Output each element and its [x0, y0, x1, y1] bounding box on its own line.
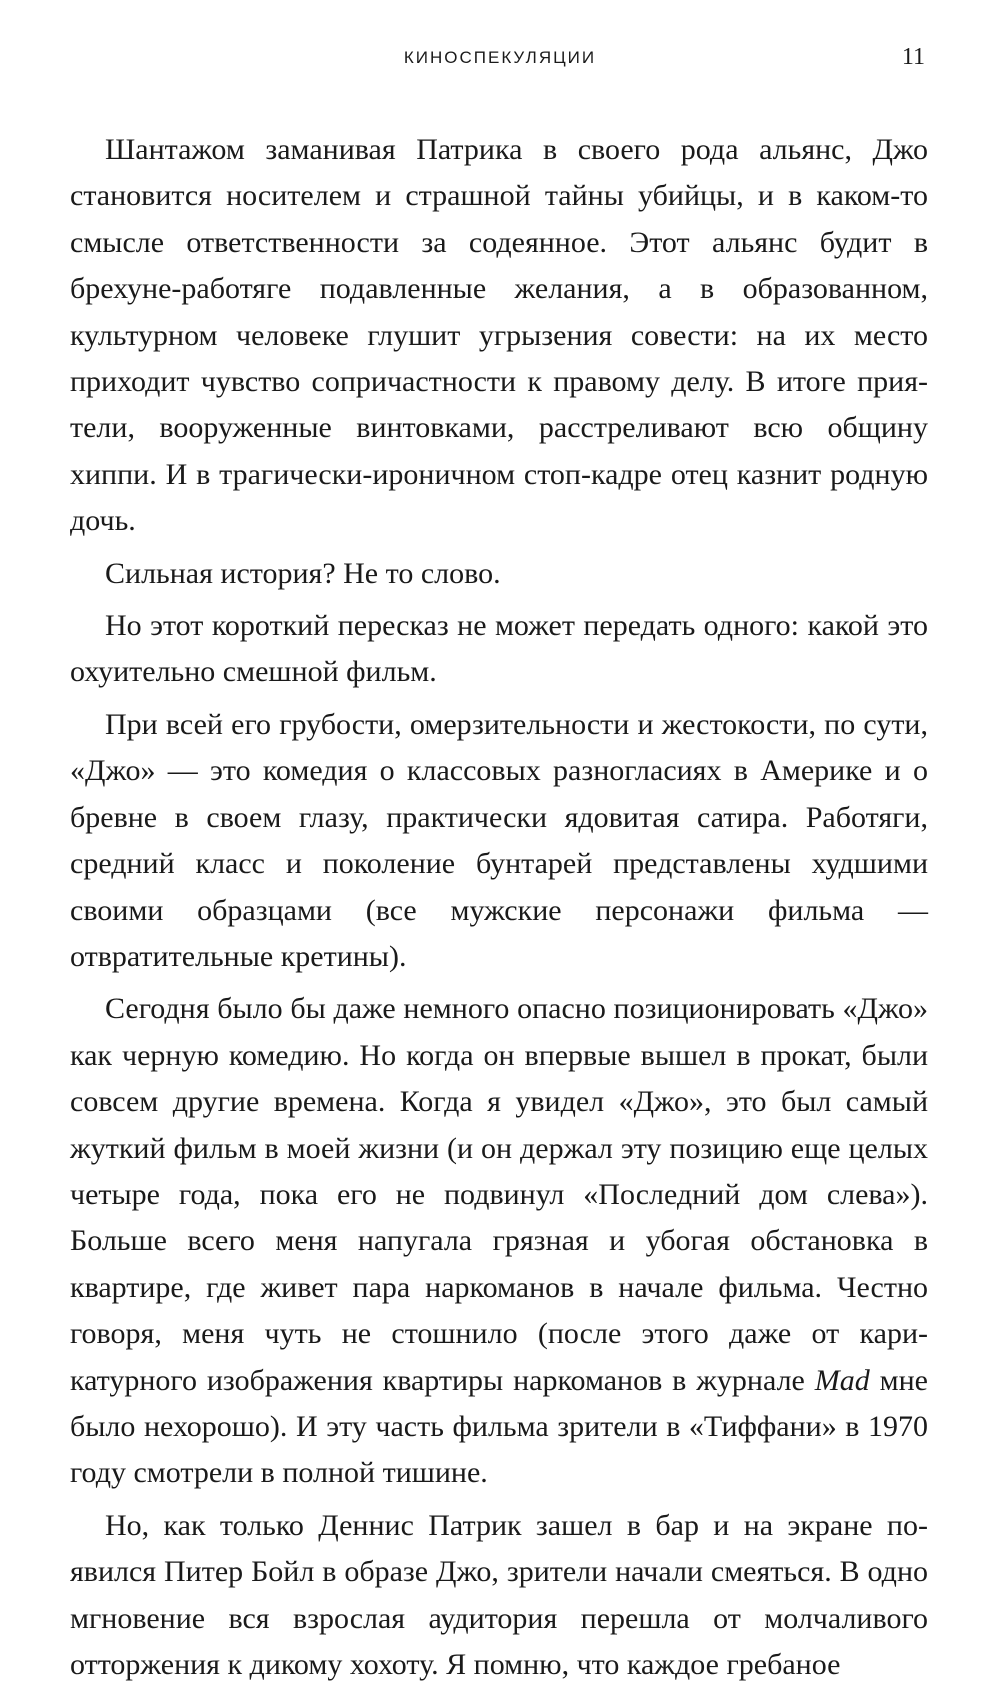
paragraph-5-text-after: мне было нехорошо). И эту часть фильма зрители в «Тиффани» в 1970 году смотрели в полной тишине. [70, 1363, 928, 1490]
body-text [70, 127, 928, 1688]
paragraph-5-text-before: Сегодня было бы даже немного опасно позиционировать «Джо» как черную комедию. Но когда он впервые вышел в прокат, были совсем другие времена. Когда я увидел «Джо», это был самый жуткий фильм в моей жизни (и он держал эту позицию еще целых четыре года, пока его не подвинул «Последний дом слева»). Больше всего меня напугала грязная и убогая обстановка в квартире, где живет пара наркоманов в начале фильма. Честно говоря, меня чуть не стошнило (после этого даже от карикатурного изображения квартиры наркоманов в журнале [70, 992, 928, 1397]
page-number: 11 [901, 44, 925, 70]
magazine-title: Mad [814, 1363, 870, 1397]
paragraph-4: При всей его грубости, омерзительности и жестокости, по сути, «Джо» — это комедия о классовых разногласиях в Америке и о бревне в своем глазу, практически ядовитая сатира. Работяги, средний класс и поколение бунтарей представлены худшими своими образцами (все мужские персонажи фильма — отвратительные кретины). [70, 707, 928, 973]
paragraph-3: Но этот короткий пересказ не может передать одного: какой это охуительно смешной фильм. [70, 609, 928, 689]
paragraph-5 [70, 986, 928, 1496]
paragraph-6: Но, как только Деннис Патрик зашел в бар и на экране появился Питер Бойл в образе Джо, зрители начали смеяться. В одно мгновение вся взрослая аудитория перешла от молчаливого отторжения к дикому хохоту. Я помню, что каждое гребаное [70, 1508, 928, 1681]
running-title: КИНОСПЕКУЛЯЦИИ [403, 48, 597, 67]
paragraph-1: Шантажом заманивая Патрика в своего рода альянс, Джо становится носителем и страшной тайны убийцы, и в каком-то смысле ответственности за содеянное. Этот альянс будит в брехуне-работяге подавленные желания, а в образованном, культурном человеке глушит угрызения совести: на их место приходит чувство сопричастности к правому делу. В итоге приятели, вооруженные винтовками, расстреливают всю общину хиппи. И в трагически-ироничном стоп-кадре отец казнит родную дочь. [70, 133, 928, 538]
running-head [70, 44, 930, 74]
paragraph-2: Сильная история? Не то слово. [105, 556, 501, 590]
